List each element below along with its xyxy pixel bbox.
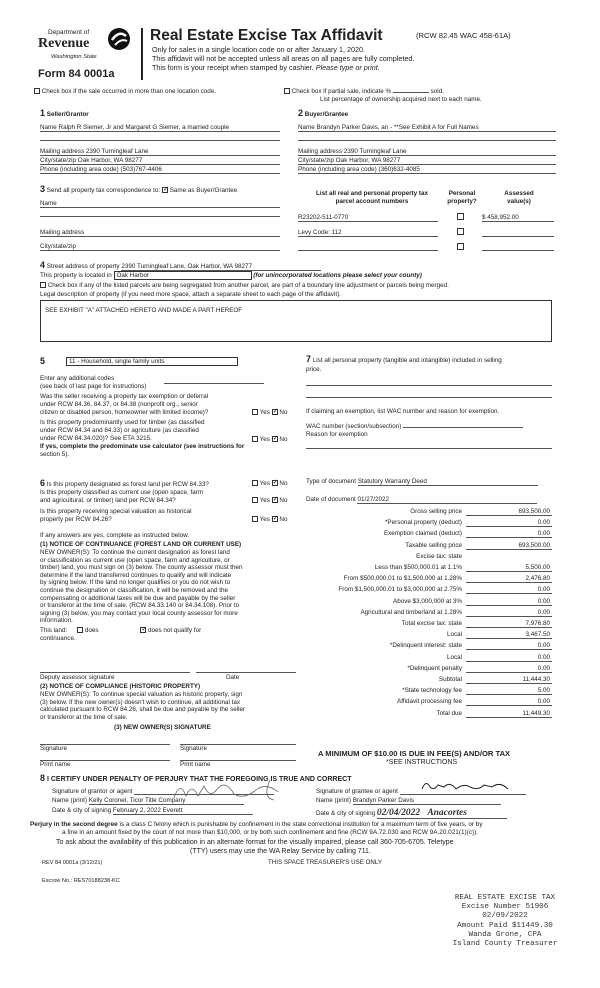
revenue-logo-icon [106,26,132,52]
calc-label: From $1,500,000.01 to $3,000,000 at 2.75% [338,586,462,594]
header-divider [141,28,143,80]
seller-mail-row: Mailing address 2390 Turningleaf Lane [40,148,280,156]
notice-compliance-text: NEW OWNER(S): To continue special valuation as historic property, sign (3) below. If the new owner(s) doesn't wish to continue, all additional tax calculated pursuant to RCW 84.26, shall be due and payable by the seller or transferor at the time of sale. [40,691,246,721]
segregated-checkbox[interactable] [40,282,46,288]
calc-label: Less than $500,000.01 at 1.1% [374,564,462,571]
calc-value[interactable]: 693,500.00 [466,508,552,516]
doc-type[interactable]: Statutory Warranty Deed [358,478,538,486]
continuance-label: continuance. [40,635,76,642]
segregated-check[interactable]: Check box if any of the listed parcels are being segregated from another parcel, are part of a boundary line adjustment or parcels being merged. [40,282,449,289]
owner-print-2[interactable]: Print name [180,760,296,768]
assessed-value[interactable]: $ 458,952.00 [482,214,554,222]
seller-blank-line [40,140,280,141]
perjury-line-1: Perjury in the second degree is a class C felony which is punishable by confinement in the state correctional institution for a maximum term of five years, or by [30,821,483,828]
grantor-date-row: Date & city of signing February 2, 2022 Everett [52,807,253,815]
assessed-header: Assessed value(s) [504,190,534,205]
buyer-mail[interactable]: 2390 Turningleaf Lane [343,148,407,155]
corr-city-row[interactable]: City/state/zip [40,243,280,251]
wac-row: WAC number (section/subsection) [306,423,523,430]
deputy-signature-line[interactable] [40,672,190,673]
addl-codes-label: Enter any additional codes (see back of last page for instructions) [40,375,147,390]
assessed-value-2[interactable] [482,236,554,237]
calc-value[interactable]: 0.00 [466,519,552,527]
form-number: Form 84 0001a [38,68,115,80]
does-not-checkbox[interactable]: ✓ [141,626,148,634]
calc-value[interactable]: 3,467.50 [466,631,552,639]
buyer-phone[interactable]: (360)632-4085 [378,166,420,173]
perjury-line-2: a fine in an amount fixed by the court of not more than $10,000, or by both such confinement and fine (RCW 9A.72.030 and RCW 9A.20.021(1)(c)). [62,829,478,836]
calc-label: *State technology fee [402,687,462,695]
calc-label: Excise tax: state [416,552,462,560]
grantor-sig-row: Signature of grantor or agent [52,785,274,795]
exemption-question: Was the seller receiving a property tax exemption or deferral under RCW 84.36, 84.37, or 84.38 (nonprofit org., senior citizen or disabled person, homeowner with limited income)? [40,393,209,416]
owner-sig-2[interactable]: Signature [180,744,296,752]
personal-property-checkbox-3[interactable] [457,243,464,250]
subtitle-3: This form is your receipt when stamped by cashier. Please type or print. [152,63,380,72]
exemption-yes-no[interactable]: Yes ✓ No [252,409,287,416]
calc-label: Taxable selling price [405,541,462,549]
correspondence-heading: 3 Send all property tax correspondence to: ✓ Same as Buyer/Grantee [40,184,238,194]
buyer-name[interactable]: Brandyn Parker Davis, an - **See Exhibit A for Full Names [316,124,479,131]
partial-sale-check[interactable]: Check box if partial sale, indicate % sold. [284,88,444,95]
personal-property-checkbox-2[interactable] [457,228,464,235]
corr-blank-1 [40,216,280,217]
seller-city-row: City/state/zip Oak Harbor, WA 98277 [40,157,280,165]
calc-value[interactable]: 0.00 [466,586,552,594]
levy-code[interactable]: Levy Code: 112 [298,229,438,237]
calc-value[interactable]: 0.00 [466,598,552,606]
calc-label: Agricultural and timberland at 1.28% [360,608,462,616]
alt-format-1: To ask about the availability of this publication in an alternate format for the visually impaired, please call 360-705-6705. Teletype [56,839,454,846]
certify-heading: 8 I CERTIFY UNDER PENALTY OF PERJURY THAT THE FOREGOING IS TRUE AND CORRECT [40,773,352,783]
calc-value[interactable]: 0.00 [466,654,552,662]
calc-label: Total excise tax: state [401,620,462,627]
seller-name-row: Name Ralph R Siemer, Jr and Margaret G Siemer, a married couple [40,124,280,132]
current-use-yes-no[interactable]: Yes ✓ No [252,497,287,504]
escrow-number: Escrow No.: RES70188238-KC [42,878,120,884]
owner-print-1[interactable]: Print name [40,760,170,768]
legal-description-text: SEE EXHIBIT "A" ATTACHED HERETO AND MADE A PART HEREOF [45,307,243,314]
grantee-date-row: Date & city of signing 02/04/2022 Anacortes [316,808,507,819]
calc-label: Subtotal [438,676,462,683]
multi-location-checkbox[interactable] [34,88,40,94]
buyer-phone-row: Phone (including area code) (360)632-4085 [298,166,556,174]
subtitle-1: Only for sales in a single location code on or after January 1, 2020. [152,45,365,54]
calc-label: *Delinquent interest: state [389,642,462,650]
personal-property-line-2[interactable] [306,397,552,398]
calc-label: Exemption claimed (deduct) [383,530,462,538]
seller-heading: 1 Seller/Grantor [40,108,89,118]
grantee-signature-scribble-icon [420,777,520,793]
see-instructions: *SEE INSTRUCTIONS [386,759,458,766]
alt-format-2: (TTY) users may use the WA Relay Service by calling 711. [190,848,371,855]
location-row: This property is located in Oak Harbor (for unincorporated locations please select your county) [40,272,422,279]
personal-property-checkbox-1[interactable] [457,213,464,220]
personal-property-label: 7 List all personal property (tangible and intangible) included in selling price. [306,354,502,373]
seller-phone-row: Phone (including area code) (503)767-4406 [40,166,280,174]
notice-continuance-text: NEW OWNER(S): To continue the current designation as forest land or classification as current use (open space, farm and agriculture, or timber) land, you must sign on (3) below. The county assessor must then determine if the land transferred continues to qualify and will indicate by signing below. If the land no longer qualifies or you do not wish to continue the designation or classification, it will be removed and the compensating or additional taxes will be due and payable by the seller or transferor at the time of sale. (RCW 84.33.140 or 84.34.108). Prior to signing (3) below, you may contact your local county assessor for more information. [40,549,243,625]
calc-value[interactable]: 7,976.80 [466,620,552,628]
parcel-line-3[interactable] [298,250,438,251]
calc-value[interactable]: 11,449.30 [466,710,552,718]
buyer-mail-row: Mailing address 2390 Turningleaf Lane [298,148,556,156]
grantor-date[interactable]: February 2, 2022 Everett [113,807,253,815]
grantee-city: Anacortes [427,808,467,818]
treasurer-use-label: THIS SPACE TREASURER'S USE ONLY [268,859,382,866]
owner-sig-1[interactable]: Signature [40,744,170,752]
calc-label: From $500,000.01 to $1,500,000 at 1.28% [343,575,462,583]
doc-type-row: Type of document Statutory Warranty Deed [306,478,538,486]
seller-phone[interactable]: (503)767-4406 [120,166,162,173]
buyer-heading: 2 Buyer/Grantee [298,108,349,118]
calc-label: *Personal property (deduct) [384,519,462,527]
calc-value[interactable]: 0.00 [466,609,552,617]
notice-compliance-heading: (2) NOTICE OF COMPLIANCE (HISTORIC PROPERTY) [40,683,201,690]
calc-value[interactable]: 11,444.30 [466,676,552,684]
seller-name[interactable]: Ralph R Siemer, Jr and Margaret G Siemer, a married couple [58,124,229,131]
calc-label: Gross selling price [410,508,462,515]
grantor-name[interactable]: Kelly Coronel, Ticor Title Company [89,797,244,805]
section-5-num: 5 [40,356,46,366]
treasurer-stamp: REAL ESTATE EXCISE TAX Excise Number 51906 02/09/2022 Amount Paid $11449.30 Wanda Grone, CPA Island County Treasurer [452,894,558,949]
calc-value[interactable]: 0.00 [466,642,552,650]
legal-description-box[interactable] [40,300,552,342]
timber-question: Is this property predominantly used for timber (as classified under RCW 84.34 and 84.33) or agriculture (as classified under RCW 84.34.020)? See ETA 3215. If yes, complete the predominate use calculator (see instructions for section 5). [40,419,245,458]
doc-date[interactable]: 01/27/2022 [357,496,537,504]
logo-revenue: Revenue [38,36,90,51]
revision-label: REV 84 0001a (3/12/21) [42,860,103,866]
calc-label: Local [446,653,462,661]
deputy-signature-label: Deputy assessor signature [40,674,115,681]
does-checkbox[interactable] [77,627,83,633]
personal-property-line-1[interactable] [306,385,552,386]
land-use-code[interactable]: 11 - Household, single family units [66,357,238,366]
historic-question: Is this property receiving special valuation as historical property per RCW 84.26? [40,508,192,523]
calc-label: Local [446,631,462,639]
calc-label: Total due [436,709,462,717]
reason-line[interactable] [306,448,552,449]
calc-label: *Delinquent penalty [407,664,462,672]
grantor-name-row: Name (print) Kelly Coronel, Ticor Title Company [52,797,244,805]
calc-value[interactable]: 0.00 [466,530,552,538]
corr-name-row[interactable]: Name [40,200,280,208]
subtitle-2: This affidavit will not be accepted unless all areas on all pages are fully completed. [152,54,415,63]
forest-yes-no[interactable]: Yes ✓ No [252,480,287,487]
addl-codes-input[interactable] [164,383,264,384]
buyer-city[interactable]: Oak Harbor, WA 98277 [335,157,401,164]
parcel-header: List all real and personal property tax parcel account numbers [316,190,428,205]
land-qualify-row: This land: does ✓ does not qualify for [40,626,202,634]
wac-input[interactable] [403,427,523,428]
forest-question: 6 Is this property designated as forest land per RCW 84.33? [40,478,209,488]
buyer-blank-line [298,140,556,141]
street-row: 4 Street address of property 2390 Turningleaf Lane, Oak Harbor, WA 98277 [40,260,321,271]
exemption-label: If claiming an exemption, list WAC number and reason for exemption. [306,408,500,415]
multi-location-check[interactable]: Check box if the sale occurred in more than one location code. [34,88,216,95]
grantee-date: 02/04/2022 [376,808,421,818]
logo-dept: Department of [48,29,90,36]
grantee-name[interactable]: Brandyn Parker Davis [353,797,501,805]
current-use-question: Is this property classified as current use (open space, farm and agricultural, or timber) land per RCW 84.34? [40,489,204,504]
rcw-reference: (RCW 82.45 WAC 458-61A) [416,31,511,40]
grantor-signature-scribble-icon [170,778,300,804]
logo-state: Washington State [51,54,97,60]
deputy-date-label: Date [226,674,240,681]
section-6-note: If any answers are yes, complete as instructed below. [40,532,190,539]
legal-label: Legal description of property (if you need more space, attach a separate sheet to each page of the affidavit). [40,291,341,298]
ownership-note: List percentage of ownership acquired next to each name. [320,96,482,103]
new-owner-sig-heading: (3) NEW OWNER(S) SIGNATURE [114,724,211,731]
notice-continuance-heading: (1) NOTICE OF CONTINUANCE (FOREST LAND OR CURRENT USE) [40,541,242,548]
calc-value[interactable]: 693,500.00 [466,542,552,550]
corr-mail-row[interactable]: Mailing address [40,229,280,237]
timber-yes-no[interactable]: Yes ✓ No [252,436,287,443]
assessed-value-3[interactable] [482,250,554,251]
same-as-buyer-checkbox[interactable]: ✓ [162,186,169,194]
partial-sale-checkbox[interactable] [284,88,290,94]
buyer-name-row: Name Brandyn Parker Davis, an - **See Exhibit A for Full Names [298,124,556,132]
calc-value[interactable]: 2,476.80 [466,575,552,583]
grantee-name-row: Name (print) Brandyn Parker Davis [316,797,501,805]
reason-row: Reason for exemption [306,431,368,438]
calc-label: Above $3,000,000 at 3% [393,597,462,605]
calc-label: Affidavit processing fee [397,698,462,706]
grantee-sig-row: Signature of grantee or agent [316,785,526,795]
parcel-number[interactable]: R23202-511-0770 [298,214,438,222]
calc-value[interactable]: 0.00 [466,665,552,673]
calc-value[interactable]: 5,500.00 [466,564,552,572]
form-title: Real Estate Excise Tax Affidavit [150,27,383,44]
doc-date-row: Date of document 01/27/2022 [306,496,537,504]
property-street[interactable]: 2390 Turningleaf Lane, Oak Harbor, WA 98277 [121,263,321,271]
calc-value[interactable]: 0.00 [466,698,552,706]
personal-header: Personal property? [447,190,477,205]
location-select[interactable]: Oak Harbor [114,271,252,280]
seller-city[interactable]: Oak Harbor, WA 98277 [77,157,143,164]
buyer-city-row: City/state/zip Oak Harbor, WA 98277 [298,157,556,165]
deputy-date-line[interactable] [196,672,296,673]
historic-yes-no[interactable]: Yes ✓ No [252,516,287,523]
minimum-due-notice: A MINIMUM OF $10.00 IS DUE IN FEE(S) AND/OR TAX [318,749,511,758]
seller-mail[interactable]: 2390 Turningleaf Lane [85,148,149,155]
logo [38,26,136,66]
calc-value[interactable]: 5.00 [466,687,552,695]
